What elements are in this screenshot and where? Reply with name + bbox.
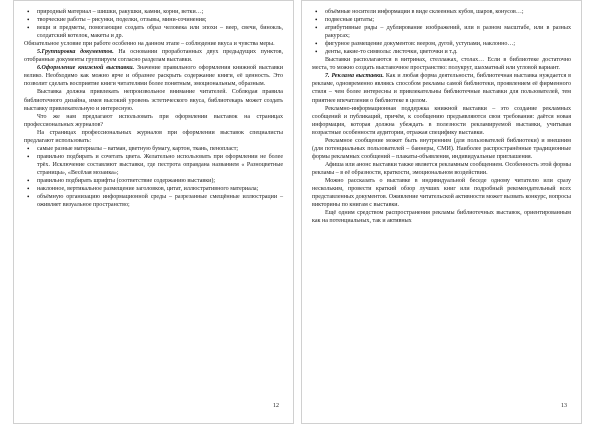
section-heading: 6.Оформление книжной выставки. (37, 65, 135, 72)
paragraph: Выставки располагаются в витринах, стеллажах, столах… Если в библиотеке достаточно места, то можно создать выставочное пространство: полукруг, шахматный или угловой вариант. (312, 57, 571, 72)
list-item: • правильно подбирать шрифты (соответствие содержанию выставки); (24, 177, 283, 185)
paragraph: Что же нам предлагают использовать при оформлении выставок на страницах профессиональных журналов? (24, 113, 283, 128)
list-item: • фигурное размещение документов: веером, дугой, уступами, наклонно…; (312, 40, 571, 48)
list-item: • творческие работы – рисунки, поделки, отзывы, мини-сочинения; (24, 16, 283, 24)
list-item: • самые разные материалы – ватман, цветную бумагу, картон, ткань, пенопласт; (24, 145, 283, 153)
paragraph: На страницах профессиональных журналов при оформлении выставок специалисты предлагают использовать: (24, 129, 283, 144)
list-item: • объёмную организацию информационной среды – разрезанные смещённые иллюстрации – оживляет визуальное пространство; (24, 193, 283, 209)
page-number: 13 (561, 403, 567, 409)
paragraph-body: Значение правильного оформления книжной выставки велико. Необходимо как можно ярче и образнее раскрыть содержание книги, её ценность. Это позволит сделать восприятие книги читателями более понятным, эмоциональным, образным. (24, 65, 283, 88)
list-item: • объёмные носители информации в виде склеенных кубов, шаров, конусов…; (312, 8, 571, 16)
list-item: • наклонное, вертикальное размещение заголовков, цитат, иллюстративного материала; (24, 185, 283, 193)
section-heading: 7. Реклама выставки. (325, 73, 384, 80)
paragraph: Рекламное сообщение может быть внутренним (для пользователей библиотеки) и внешним (для потенциальных пользователей – баннеры, СМИ). Наиболее распространённые традиционные формы рекламных сообщений – плакаты-объявления, индивидуальные приглашения. (312, 137, 571, 160)
paragraph-body: Как и любая форма деятельности, библиотечная выставка нуждается в рекламе, одновременно являясь способом рекламы самой библиотеки, проявлением её фирменного стиля – чем более интересны и привлекательны библиотечные выставки для пользователей, тем приятнее впечатления о библиотеке в целом. (312, 73, 571, 104)
right-page-text (312, 8, 571, 225)
paragraph: Можно рассказать о выставке в индивидуальной беседе одному читателю или сразу нескольким, провести краткий обзор лучших книг или подробный рекомендательный всех представленных документов. Оживление читательской активности может вызвать конкурс, вопросы викторины по книгам с выставки. (312, 177, 571, 209)
list-item: • правильно подбирать и сочетать цвета. Желательно использовать при оформлении не более трёх. Исключение составляют выставки, где пестрота оправдана названием « Разноцветные страницы», «Весёлая мозаика»; (24, 153, 283, 177)
section-heading: 5.Группировка документов. (37, 49, 114, 56)
right-page (301, 0, 582, 424)
page-number: 12 (273, 403, 279, 409)
paragraph: Ещё одним средством распространения рекламы библиотечных выставок, ориентированным как на потенциальных, так и активных (312, 210, 571, 225)
paragraph: Рекламно-информационная поддержка книжной выставки – это создание рекламных сообщений и публикаций, причём, к сообщению предъявляются свои требования: даётся новая информация, которая должна убеждать в полезности рекламируемой выставки, учитывая возрастные особенности аудитории, отражая специфику выставки. (312, 105, 571, 136)
paragraph: Афиша или анонс выставки также является рекламным сообщением. Особенность этой формы рекламы – в её образности, краткости, эмоциональном воздействии. (312, 161, 571, 176)
paragraph: Обязательное условие при работе особенно на данном этапе – соблюдение вкуса и чувства меры. (24, 41, 275, 48)
list-item: • денты, какие-то символы: листочки, цветочки и т.д. (312, 48, 571, 56)
list-item: • природный материал – шишки, ракушки, камни, корни, ветки…; (24, 8, 283, 16)
paragraph: Выставка должна привлекать непроизвольное внимание читателей. Соблюдая правила библиотечного дизайна, имея высокий уровень эстетического вкуса, библиотекарь может создать выставку привлекательную и интересную. (24, 89, 283, 112)
paragraph-body: На основании проработанных двух предыдущих пунктов, отобранные документы группируем согласно разделам выставки. (24, 49, 283, 64)
paragraph (312, 72, 571, 104)
left-page-text (24, 8, 283, 209)
list-item: • атрибутивные ряды – дублирование изображений, или в разном масштабе, или в разных ракурсах; (312, 24, 571, 40)
list-item: • подвесные цитаты; (312, 16, 571, 24)
list-item: • вещи и предметы, помогающие создать образ человека или эпохи – веер, свечи, бинокль, солдатский котелок, макеты и др. (24, 24, 283, 40)
left-page (13, 0, 294, 424)
paragraph (24, 48, 283, 64)
paragraph (24, 64, 283, 88)
